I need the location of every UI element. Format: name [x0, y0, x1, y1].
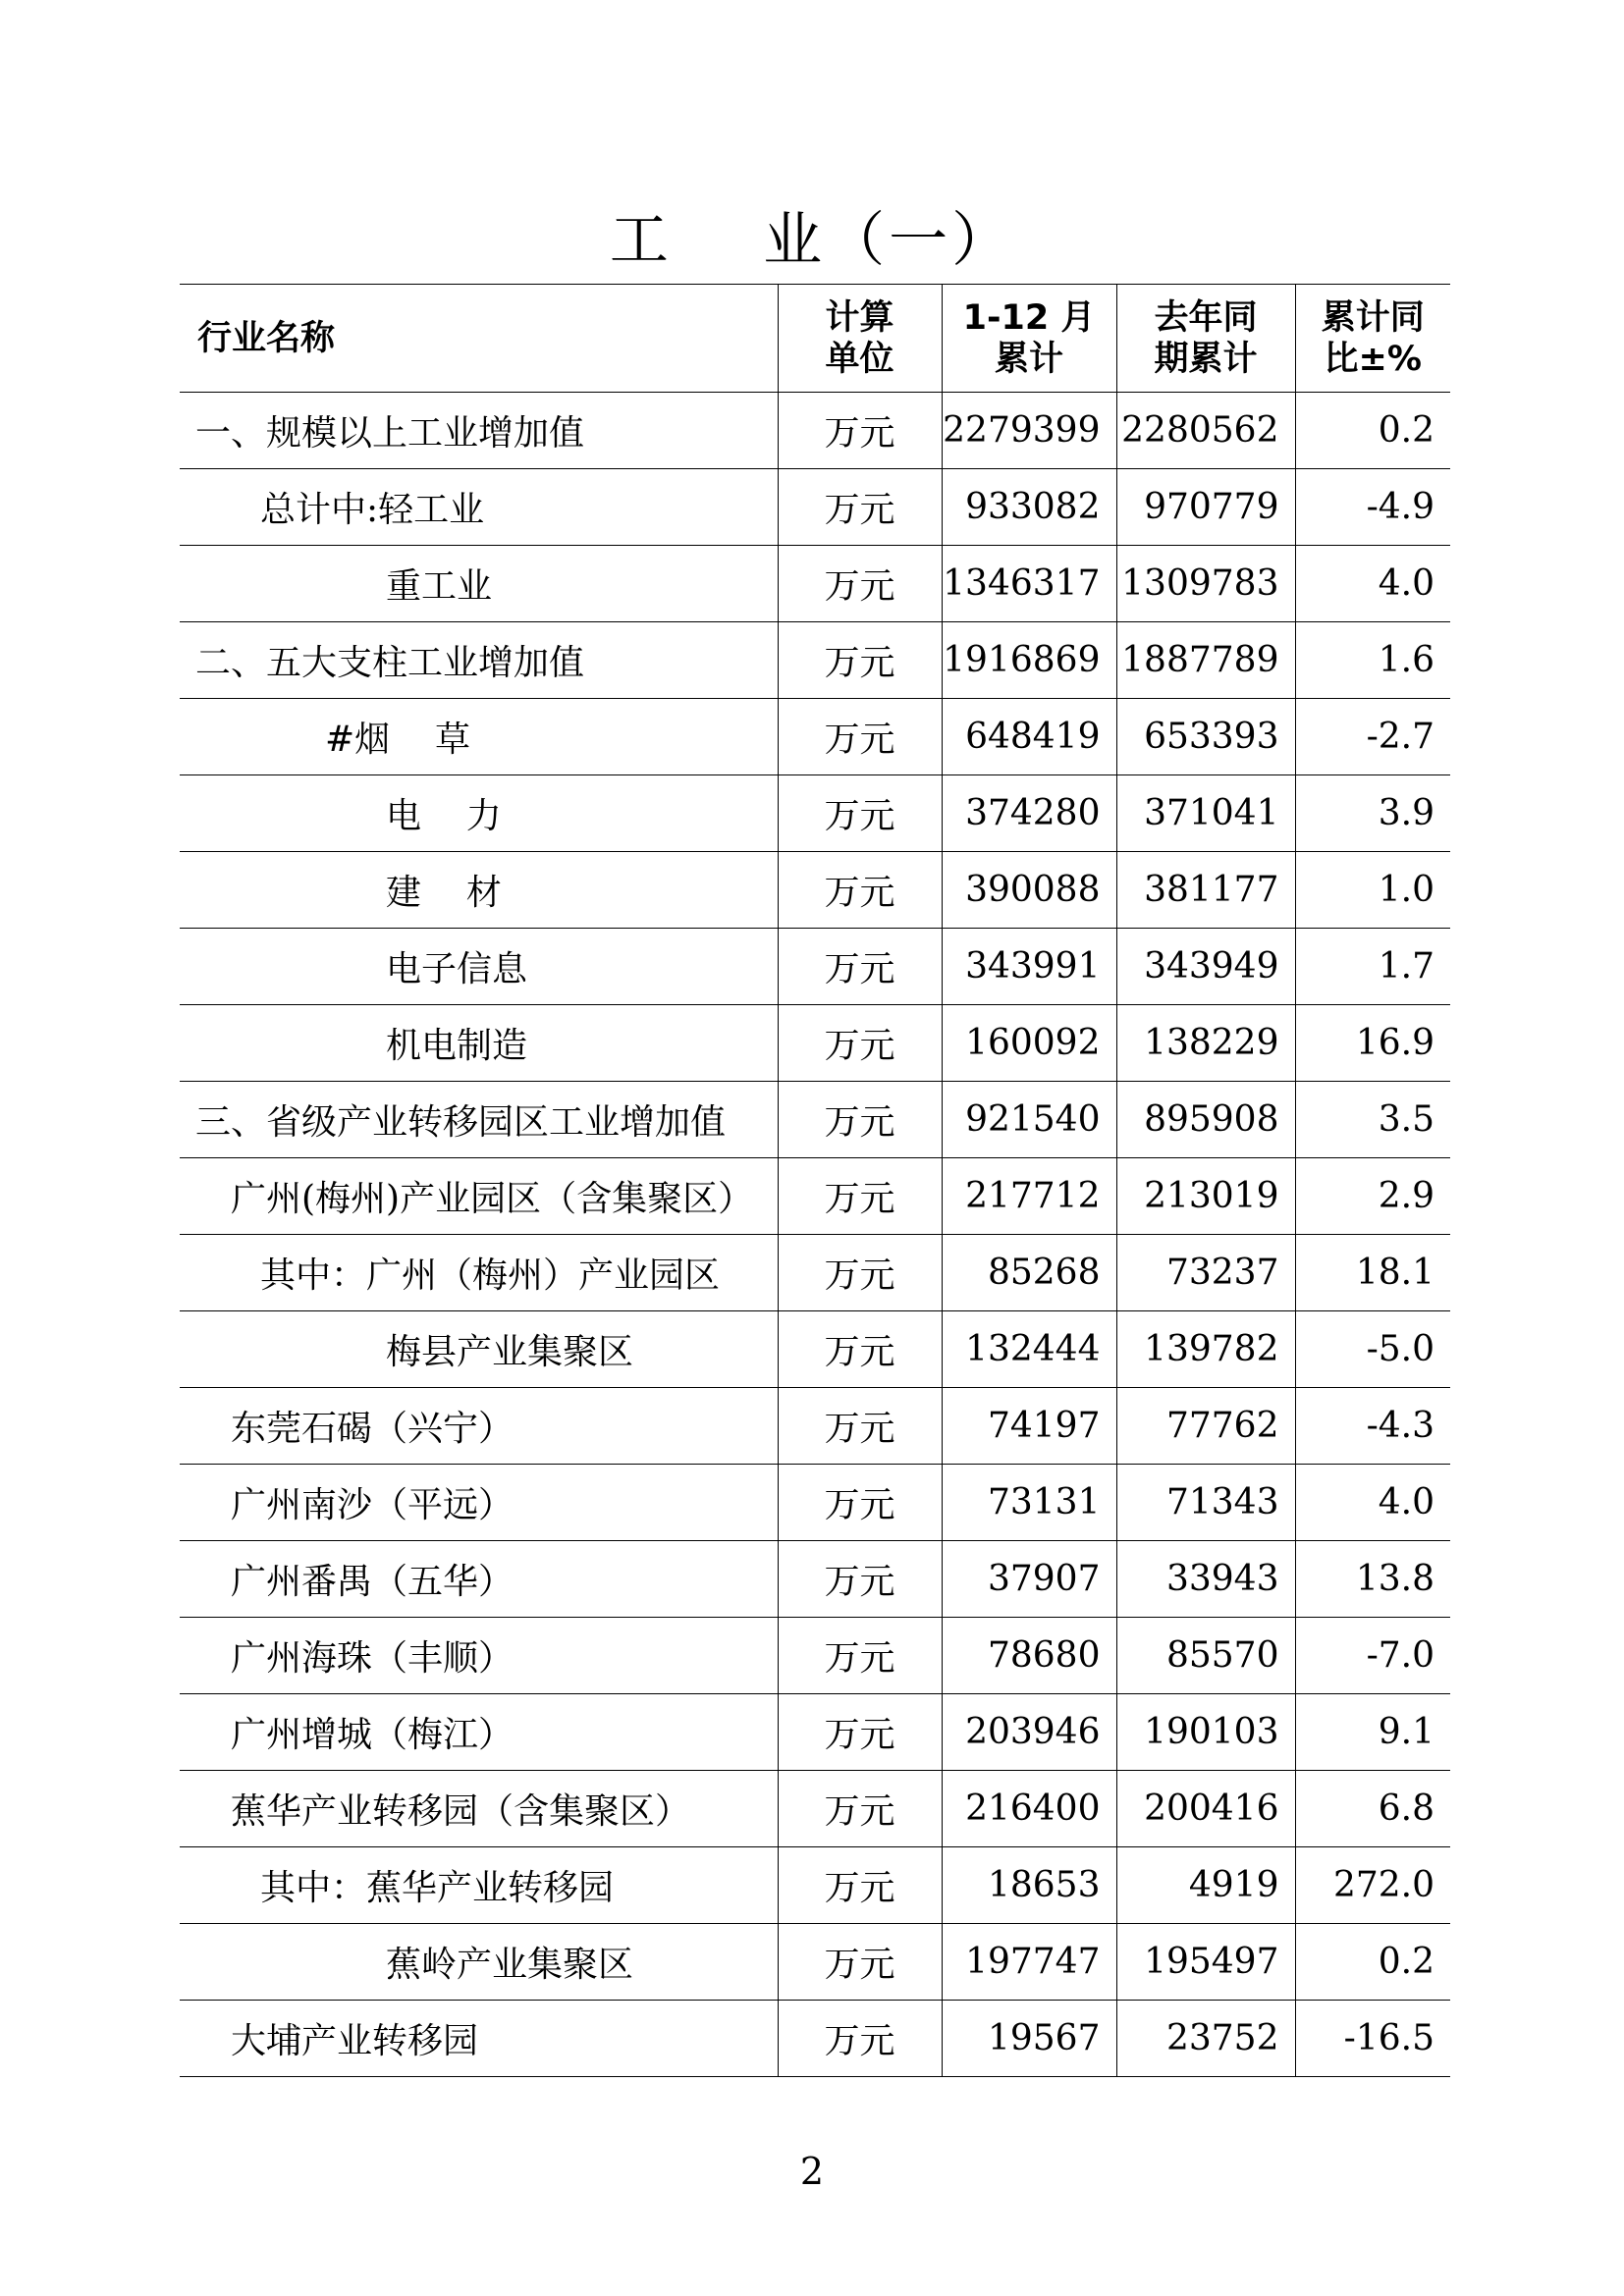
row-yoy: 1.0 [1295, 852, 1450, 929]
row-unit: 万元 [778, 1311, 942, 1388]
row-last-year: 4919 [1116, 1847, 1295, 1924]
table-row [180, 775, 1450, 852]
row-yoy: 0.2 [1295, 1924, 1450, 2001]
table-header-row [180, 285, 1450, 393]
row-cumulative: 390088 [942, 852, 1116, 929]
row-yoy: 4.0 [1295, 1465, 1450, 1541]
table-row [180, 1924, 1450, 2001]
row-yoy: -7.0 [1295, 1618, 1450, 1694]
table-row [180, 1465, 1450, 1541]
row-industry-name: 重工业 [180, 546, 778, 622]
row-last-year: 23752 [1116, 2001, 1295, 2077]
row-industry-name: 蕉华产业转移园（含集聚区） [180, 1771, 778, 1847]
row-yoy: 0.2 [1295, 393, 1450, 469]
row-cumulative: 374280 [942, 775, 1116, 852]
table-row [180, 469, 1450, 546]
row-industry-name: 电 力 [180, 775, 778, 852]
table-row [180, 1771, 1450, 1847]
row-yoy: -2.7 [1295, 699, 1450, 775]
row-cumulative: 933082 [942, 469, 1116, 546]
header-unit: 计算 单位 [778, 285, 942, 393]
row-last-year: 343949 [1116, 929, 1295, 1005]
row-yoy: 18.1 [1295, 1235, 1450, 1311]
row-yoy: 9.1 [1295, 1694, 1450, 1771]
row-yoy: -16.5 [1295, 2001, 1450, 2077]
header-industry-name: 行业名称 [180, 285, 778, 393]
header-yoy: 累计同 比±% [1295, 285, 1450, 393]
row-industry-name: 广州增城（梅江） [180, 1694, 778, 1771]
row-last-year: 195497 [1116, 1924, 1295, 2001]
row-industry-name: 东莞石碣（兴宁） [180, 1388, 778, 1465]
row-yoy: 1.6 [1295, 622, 1450, 699]
row-last-year: 71343 [1116, 1465, 1295, 1541]
row-industry-name: 大埔产业转移园 [180, 2001, 778, 2077]
row-unit: 万元 [778, 1771, 942, 1847]
row-yoy: 13.8 [1295, 1541, 1450, 1618]
row-yoy: 16.9 [1295, 1005, 1450, 1082]
row-industry-name: 蕉岭产业集聚区 [180, 1924, 778, 2001]
row-industry-name: 三、省级产业转移园区工业增加值 [180, 1082, 778, 1158]
row-cumulative: 648419 [942, 699, 1116, 775]
row-unit: 万元 [778, 1694, 942, 1771]
row-last-year: 895908 [1116, 1082, 1295, 1158]
table-row [180, 622, 1450, 699]
row-unit: 万元 [778, 1924, 942, 2001]
table-row [180, 1311, 1450, 1388]
table-row [180, 852, 1450, 929]
table-row [180, 1388, 1450, 1465]
row-cumulative: 74197 [942, 1388, 1116, 1465]
row-yoy: -4.3 [1295, 1388, 1450, 1465]
row-industry-name: 电子信息 [180, 929, 778, 1005]
row-yoy: 272.0 [1295, 1847, 1450, 1924]
row-cumulative: 78680 [942, 1618, 1116, 1694]
row-cumulative: 343991 [942, 929, 1116, 1005]
table-row [180, 929, 1450, 1005]
row-cumulative: 197747 [942, 1924, 1116, 2001]
row-last-year: 139782 [1116, 1311, 1295, 1388]
row-last-year: 2280562 [1116, 393, 1295, 469]
industry-stats-table [180, 284, 1450, 2077]
row-cumulative: 1346317 [942, 546, 1116, 622]
row-yoy: -5.0 [1295, 1311, 1450, 1388]
row-last-year: 190103 [1116, 1694, 1295, 1771]
row-industry-name: #烟 草 [180, 699, 778, 775]
table-row [180, 1694, 1450, 1771]
row-unit: 万元 [778, 852, 942, 929]
row-cumulative: 160092 [942, 1005, 1116, 1082]
row-yoy: -4.9 [1295, 469, 1450, 546]
row-unit: 万元 [778, 622, 942, 699]
page-title: 工 业（一） [609, 206, 1015, 275]
table-row [180, 1618, 1450, 1694]
row-unit: 万元 [778, 1235, 942, 1311]
page-number: 2 [799, 2150, 825, 2193]
header-last-year: 去年同 期累计 [1116, 285, 1295, 393]
row-last-year: 85570 [1116, 1618, 1295, 1694]
table-row [180, 393, 1450, 469]
header-cumulative: 1-12 月 累计 [942, 285, 1116, 393]
row-last-year: 371041 [1116, 775, 1295, 852]
row-unit: 万元 [778, 393, 942, 469]
row-industry-name: 广州南沙（平远） [180, 1465, 778, 1541]
row-cumulative: 1916869 [942, 622, 1116, 699]
row-cumulative: 921540 [942, 1082, 1116, 1158]
table-row [180, 1847, 1450, 1924]
row-industry-name: 二、五大支柱工业增加值 [180, 622, 778, 699]
row-unit: 万元 [778, 929, 942, 1005]
row-unit: 万元 [778, 1082, 942, 1158]
row-cumulative: 2279399 [942, 393, 1116, 469]
row-cumulative: 85268 [942, 1235, 1116, 1311]
row-yoy: 1.7 [1295, 929, 1450, 1005]
row-industry-name: 一、规模以上工业增加值 [180, 393, 778, 469]
row-cumulative: 132444 [942, 1311, 1116, 1388]
row-cumulative: 18653 [942, 1847, 1116, 1924]
row-last-year: 200416 [1116, 1771, 1295, 1847]
row-cumulative: 19567 [942, 2001, 1116, 2077]
row-last-year: 381177 [1116, 852, 1295, 929]
row-unit: 万元 [778, 1388, 942, 1465]
table-row [180, 1541, 1450, 1618]
row-industry-name: 梅县产业集聚区 [180, 1311, 778, 1388]
row-unit: 万元 [778, 1465, 942, 1541]
row-industry-name: 其中：蕉华产业转移园 [180, 1847, 778, 1924]
row-unit: 万元 [778, 1005, 942, 1082]
table-row [180, 1005, 1450, 1082]
row-last-year: 213019 [1116, 1158, 1295, 1235]
row-yoy: 3.5 [1295, 1082, 1450, 1158]
row-last-year: 1309783 [1116, 546, 1295, 622]
row-unit: 万元 [778, 1847, 942, 1924]
row-industry-name: 广州番禺（五华） [180, 1541, 778, 1618]
row-last-year: 653393 [1116, 699, 1295, 775]
row-last-year: 73237 [1116, 1235, 1295, 1311]
row-yoy: 2.9 [1295, 1158, 1450, 1235]
table-row [180, 546, 1450, 622]
row-industry-name: 其中：广州（梅州）产业园区 [180, 1235, 778, 1311]
row-industry-name: 建 材 [180, 852, 778, 929]
row-last-year: 77762 [1116, 1388, 1295, 1465]
row-unit: 万元 [778, 469, 942, 546]
table-row [180, 1082, 1450, 1158]
row-unit: 万元 [778, 1158, 942, 1235]
row-last-year: 33943 [1116, 1541, 1295, 1618]
row-last-year: 970779 [1116, 469, 1295, 546]
row-unit: 万元 [778, 2001, 942, 2077]
row-yoy: 4.0 [1295, 546, 1450, 622]
row-industry-name: 广州海珠（丰顺） [180, 1618, 778, 1694]
row-unit: 万元 [778, 699, 942, 775]
row-yoy: 6.8 [1295, 1771, 1450, 1847]
row-industry-name: 机电制造 [180, 1005, 778, 1082]
row-unit: 万元 [778, 546, 942, 622]
table-row [180, 1235, 1450, 1311]
row-cumulative: 217712 [942, 1158, 1116, 1235]
row-industry-name: 广州(梅州)产业园区（含集聚区） [180, 1158, 778, 1235]
row-industry-name: 总计中:轻工业 [180, 469, 778, 546]
table-row [180, 2001, 1450, 2077]
table-row [180, 699, 1450, 775]
row-unit: 万元 [778, 1541, 942, 1618]
row-cumulative: 216400 [942, 1771, 1116, 1847]
row-last-year: 1887789 [1116, 622, 1295, 699]
row-unit: 万元 [778, 775, 942, 852]
row-yoy: 3.9 [1295, 775, 1450, 852]
row-last-year: 138229 [1116, 1005, 1295, 1082]
row-cumulative: 203946 [942, 1694, 1116, 1771]
row-cumulative: 73131 [942, 1465, 1116, 1541]
row-unit: 万元 [778, 1618, 942, 1694]
table-row [180, 1158, 1450, 1235]
row-cumulative: 37907 [942, 1541, 1116, 1618]
